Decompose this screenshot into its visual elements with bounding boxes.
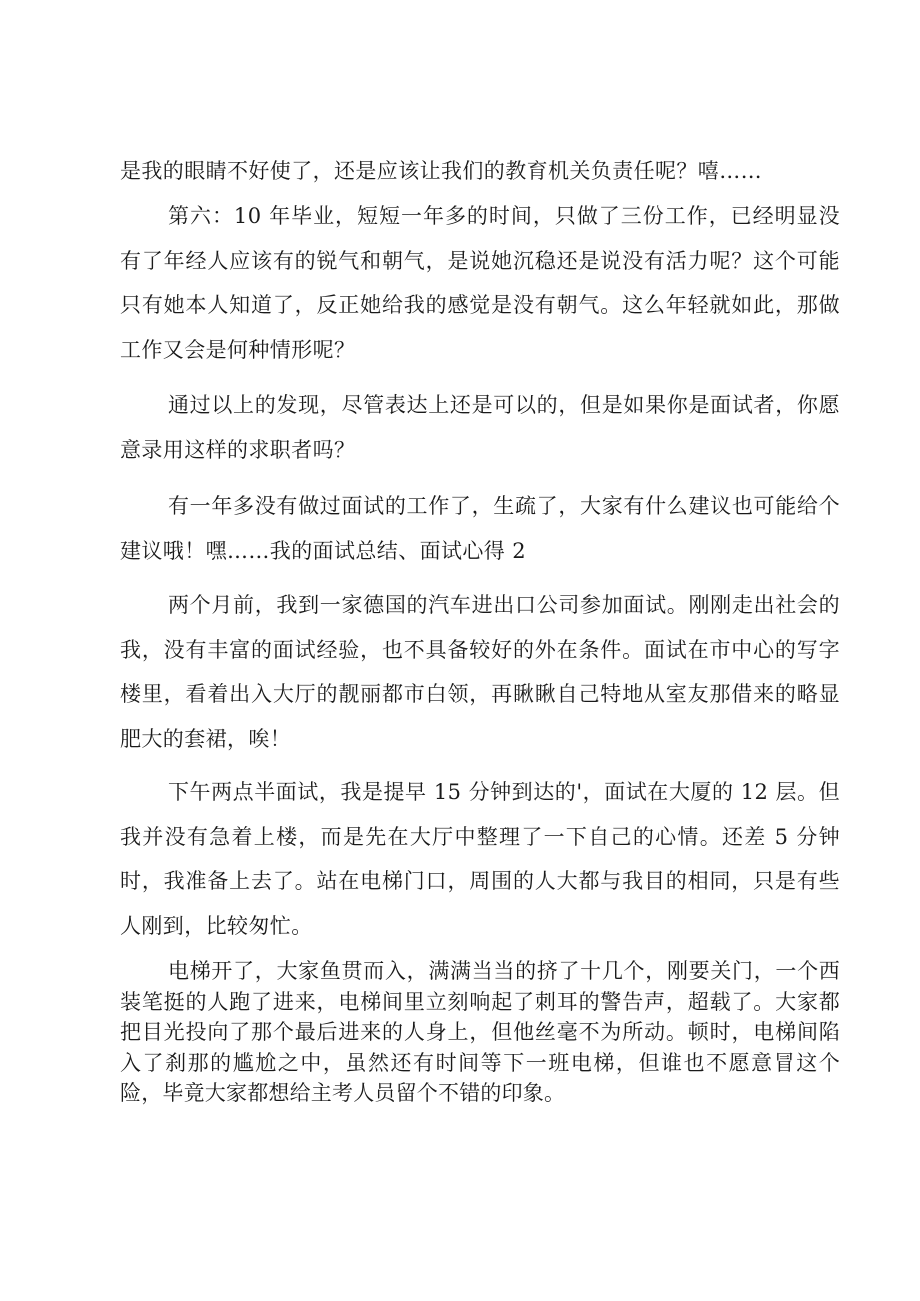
paragraph-5: 两个月前，我到一家德国的汽车进出口公司参加面试。刚刚走出社会的我，没有丰富的面试经验，也不具备较好的外在条件。面试在市中心的写字楼里，看着出入大厅的靓丽都市白领，再瞅瞅自己特地从室友那借来的略显肥大的套裙，唉！ (120, 593, 840, 751)
paragraph-1: 是我的眼睛不好使了，还是应该让我们的教育机关负责任呢？嘻…… (120, 159, 762, 183)
paragraph-3: 通过以上的发现，尽管表达上还是可以的，但是如果你是面试者，你愿意录用这样的求职者吗？ (120, 393, 840, 462)
paragraph-4: 有一年多没有做过面试的工作了，生疏了，大家有什么建议也可能给个建议哦！嘿……我的面试总结、面试心得 2 (120, 494, 840, 563)
paragraph-2: 第六：10 年毕业，短短一年多的时间，只做了三份工作，已经明显没有了年经人应该有的锐气和朝气，是说她沉稳还是说没有活力呢？这个可能只有她本人知道了，反正她给我的感觉是没有朝气。这么年轻就如此，那做工作又会是何种情形呢？ (120, 204, 840, 362)
paragraph-7: 电梯开了，大家鱼贯而入，满满当当的挤了十几个，刚要关门，一个西装笔挺的人跑了进来，电梯间里立刻响起了刺耳的警告声，超载了。大家都把目光投向了那个最后进来的人身上，但他丝毫不为所动。顿时，电梯间陷入了刹那的尴尬之中，虽然还有时间等下一班电梯，但谁也不愿意冒这个险，毕竟大家都想给主考人员留个不错的印象。 (120, 959, 840, 1105)
paragraph-6: 下午两点半面试，我是提早 15 分钟到达的'，面试在大厦的 12 层。但我并没有急着上楼，而是先在大厅中整理了一下自己的心情。还差 5 分钟时，我准备上去了。站在电梯门口，周围的人大都与我目的相同，只是有些人刚到，比较匆忙。 (120, 780, 840, 938)
